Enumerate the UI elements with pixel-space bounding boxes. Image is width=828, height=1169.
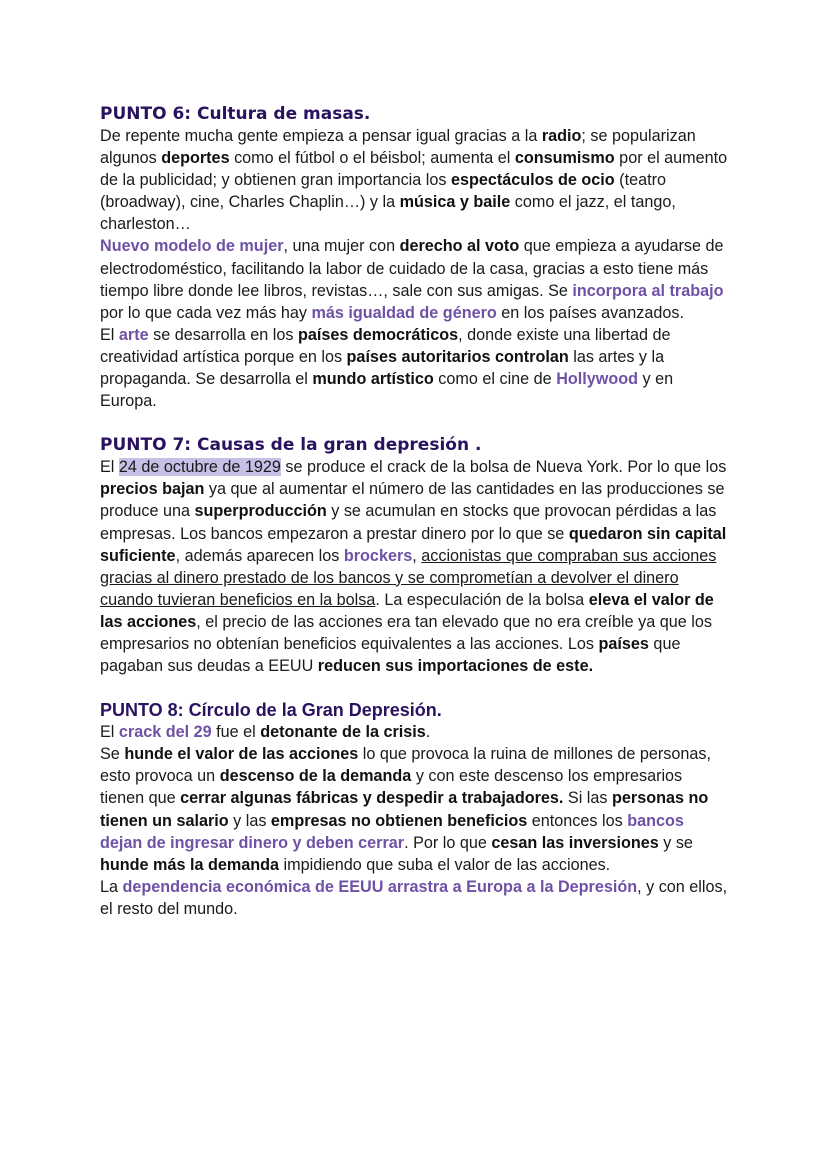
bold-text: mundo artístico xyxy=(312,370,434,389)
paragraph xyxy=(100,456,730,677)
bold-text: quedaron sin capital suficiente xyxy=(100,524,727,565)
text-run: y en Europa. xyxy=(100,370,674,411)
text-run: , xyxy=(412,546,422,565)
section-heading: PUNTO 6: Cultura de masas. xyxy=(100,104,371,124)
text-run: Se xyxy=(100,745,125,764)
bold-text: deportes xyxy=(161,149,230,168)
highlighted-term: incorpora al trabajo xyxy=(572,281,724,300)
highlighted-term: arte xyxy=(118,325,149,344)
text-run: como el jazz, el tango, charleston… xyxy=(100,193,676,234)
paragraph xyxy=(100,125,730,235)
bold-text: reducen sus importaciones de este. xyxy=(317,657,594,676)
text-run: , además aparecen los xyxy=(175,546,344,565)
section-punto-7 xyxy=(100,434,730,677)
document-page xyxy=(100,103,730,942)
paragraph xyxy=(100,743,730,876)
text-run: lo que provoca la ruina de millones de personas, esto provoca un xyxy=(100,745,711,786)
section-heading: PUNTO 8: Círculo de la Gran Depresión. xyxy=(100,700,442,721)
section-heading: PUNTO 7: Causas de la gran depresión . xyxy=(100,435,482,456)
bold-text: derecho al voto xyxy=(399,237,520,256)
bold-text: cesan las inversiones xyxy=(491,833,659,852)
highlighted-term: crack del 29 xyxy=(118,723,212,742)
highlighted-term: Nuevo modelo de mujer xyxy=(100,237,284,256)
text-run: El xyxy=(100,458,119,477)
highlighted-term: más igualdad de género xyxy=(311,303,497,322)
text-run: , el precio de las acciones era tan elevado que no era creíble ya que los empresarios no obtenían beneficios equivalentes a las acciones. Los xyxy=(100,612,712,653)
underlined-text: accionistas que compraban sus acciones gracias al dinero prestado de los bancos y se comprometían a devolver el dinero cuando tuvieran beneficios en la bolsa xyxy=(100,546,717,609)
text-run: y se acumulan en stocks que provocan pérdidas a las empresas. Los bancos empezaron a prestar dinero por lo que se xyxy=(100,502,717,543)
highlighted-term: Hollywood xyxy=(556,370,639,389)
text-run: Si las xyxy=(563,789,612,808)
text-run: y las xyxy=(228,811,271,830)
highlighted-term: dependencia económica de EEUU arrastra a Europa a la Depresión xyxy=(122,877,638,896)
text-run: . La especulación de la bolsa xyxy=(375,590,589,609)
text-run: ; se popularizan algunos xyxy=(100,127,696,168)
highlighted-term: brockers xyxy=(343,546,413,565)
text-run: en los países avanzados. xyxy=(496,303,684,322)
text-run: que empieza a ayudarse de electrodoméstico, facilitando la labor de cuidado de la casa, gracias a esto tiene más tiempo libre donde lee libros, revistas…, sale con sus amigas. Se xyxy=(100,237,724,300)
bold-text: espectáculos de ocio xyxy=(450,171,615,190)
bold-text: descenso de la demanda xyxy=(219,767,412,786)
bold-text: música y baile xyxy=(399,193,511,212)
text-run: se desarrolla en los xyxy=(148,325,298,344)
bold-text: radio xyxy=(541,127,582,145)
text-run: . Por lo que xyxy=(404,833,492,852)
text-run: entonces los xyxy=(527,811,628,830)
text-run: , una mujer con xyxy=(283,237,400,256)
text-run: El xyxy=(100,325,119,344)
bold-text: empresas no obtienen beneficios xyxy=(270,811,528,830)
text-run: y con este descenso los empresarios tienen que xyxy=(100,767,683,808)
bold-text: superproducción xyxy=(194,502,327,521)
text-run: De repente mucha gente empieza a pensar igual gracias a la xyxy=(100,127,542,145)
bold-text: países xyxy=(598,634,649,653)
text-run: por el aumento de la publicidad; y obtienen gran importancia los xyxy=(100,149,728,190)
section-punto-8 xyxy=(100,699,730,920)
paragraph xyxy=(100,876,730,920)
paragraph xyxy=(100,324,730,412)
bold-text: hunde el valor de las acciones xyxy=(124,745,359,764)
highlighted-term: bancos dejan de ingresar dinero y deben cerrar xyxy=(100,811,684,852)
bold-text: países autoritarios controlan xyxy=(346,347,569,366)
bold-text: personas no tienen un salario xyxy=(100,789,709,830)
text-run: como el cine de xyxy=(433,370,557,389)
bold-text: consumismo xyxy=(514,149,615,168)
text-run: . xyxy=(425,723,431,742)
bold-text: países democráticos xyxy=(297,325,459,344)
text-run: (teatro (broadway), cine, Charles Chaplin…) y la xyxy=(100,171,666,212)
selected-text: 24 de octubre de 1929 xyxy=(118,458,281,477)
text-run: fue el xyxy=(211,723,261,742)
text-run: El xyxy=(100,723,119,742)
text-run: se produce el crack de la bolsa de Nueva York. Por lo que los xyxy=(280,458,727,477)
bold-text: precios bajan xyxy=(100,480,205,499)
text-run: , donde existe una libertad de creatividad artística porque en los xyxy=(100,325,671,366)
text-run: que pagaban sus deudas a EEUU xyxy=(100,634,681,676)
text-run: , y con ellos, el resto del mundo. xyxy=(100,877,728,918)
text-run: impidiendo que suba el valor de las acciones. xyxy=(279,855,611,874)
bold-text: detonante de la crisis xyxy=(260,723,426,742)
paragraph xyxy=(100,721,730,743)
paragraph xyxy=(100,235,730,323)
text-run: como el fútbol o el béisbol; aumenta el xyxy=(229,149,515,168)
section-punto-6 xyxy=(100,103,730,412)
bold-text: hunde más la demanda xyxy=(100,855,280,874)
bold-text: eleva el valor de las acciones xyxy=(100,590,714,631)
text-run: y se xyxy=(658,833,693,852)
text-run: ya que al aumentar el número de las cantidades en las producciones se produce una xyxy=(100,480,725,521)
text-run: por lo que cada vez más hay xyxy=(100,303,312,322)
text-run: las artes y la propaganda. Se desarrolla el xyxy=(100,347,665,389)
bold-text: cerrar algunas fábricas y despedir a trabajadores. xyxy=(180,789,564,808)
text-run: La xyxy=(100,877,123,896)
